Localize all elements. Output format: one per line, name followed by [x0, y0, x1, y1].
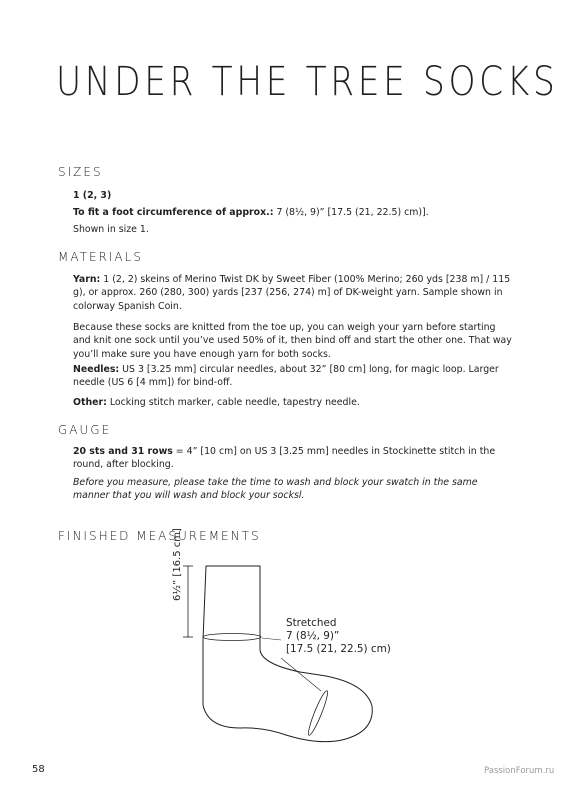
leg-length-label: 6½” [16.5 cm] — [172, 528, 183, 601]
watermark: PassionForum.ru — [484, 766, 555, 776]
finished-measurements-heading: FINISHED MEASUREMENTS — [58, 529, 261, 543]
circumference-cm-label: [17.5 (21, 22.5) cm) — [286, 643, 391, 655]
page-title: UNDER THE TREE SOCKS — [56, 59, 559, 105]
other-label: Other: — [73, 397, 107, 408]
leg-circumference-ellipse — [203, 634, 261, 641]
other-text: Locking stitch marker, cable needle, tapestry needle. — [106, 397, 360, 408]
needles-text: US 3 [3.25 mm] circular needles, about 32” [80 cm] long, for magic loop. Larger needle (US 6 [4 mm]) for bind-off. — [73, 364, 499, 389]
gauge-label: 20 sts and 31 rows — [73, 446, 173, 457]
sizes-value-text: 1 (2, 3) — [73, 190, 112, 201]
stretched-label: Stretched — [286, 617, 337, 629]
gauge-heading: GAUGE — [58, 423, 112, 437]
page-number: 58 — [32, 764, 45, 775]
fit-label: To fit a foot circumference of approx.: — [73, 207, 274, 218]
circumference-inches-label: 7 (8½, 9)” — [286, 630, 340, 642]
yarn-text: 1 (2, 2) skeins of Merino Twist DK by Sweet Fiber (100% Merino; 260 yds [238 m] / 115 g), or approx. 260 (280, 300) yards [237 (256, 274) m] of DK-weight yarn. Sample shown in colorway Spanish Coin. — [73, 274, 511, 312]
sizes-heading: SIZES — [58, 165, 103, 179]
shown-in-size: Shown in size 1. — [73, 224, 149, 235]
yarn-label: Yarn: — [73, 274, 101, 285]
leg-circumference-leader — [262, 638, 281, 640]
gauge-note: Before you measure, please take the time to wash and block your swatch in the same manner that you will wash and block your socksl. — [73, 477, 478, 502]
fit-value: 7 (8½, 9)” [17.5 (21, 22.5) cm)]. — [273, 207, 429, 218]
needles-label: Needles: — [73, 364, 120, 375]
materials-heading: MATERIALS — [58, 250, 143, 264]
leg-length-dimension — [183, 566, 193, 637]
yarn-note-paragraph: Because these socks are knitted from the toe up, you can weigh your yarn before starting and knit one sock until you’ve used 50% of it, then bind off and start the other one. That way you’ll make sure you have enough yarn for both socks. — [73, 322, 512, 360]
gauge-text: = 4” [10 cm] on US 3 [3.25 mm] needles in Stockinette stitch in the round, after blocking. — [73, 446, 496, 471]
foot-circumference-ellipse — [306, 689, 330, 736]
